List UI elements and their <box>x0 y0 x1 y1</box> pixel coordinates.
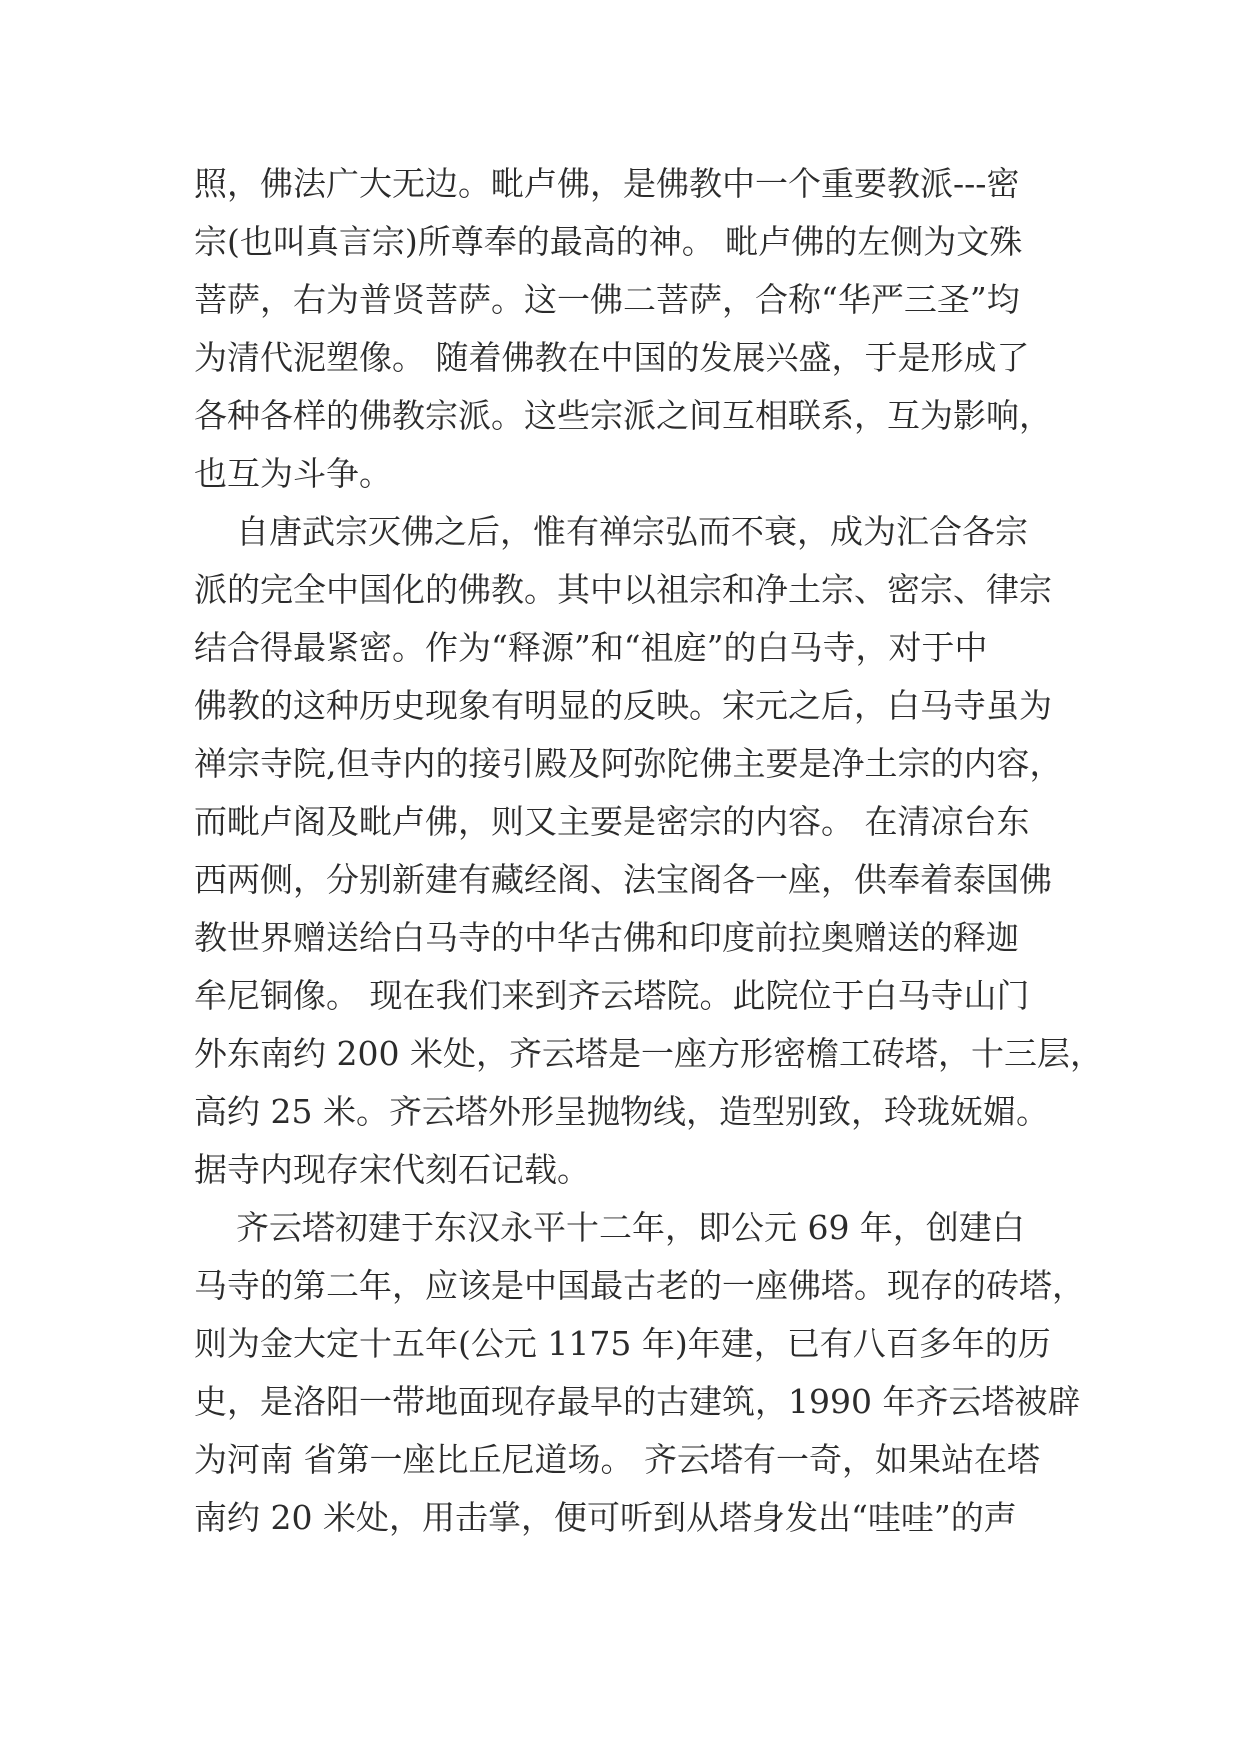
text-line: 而毗卢阁及毗卢佛，则又主要是密宗的内容。 在清凉台东 <box>194 802 1030 841</box>
text-line: 史，是洛阳一带地面现存最早的古建筑，1990 年齐云塔被辟 <box>194 1382 1081 1421</box>
text-line: 为河南 省第一座比丘尼道场。 齐云塔有一奇，如果站在塔 <box>194 1440 1040 1479</box>
text-line: 结合得最紧密。作为“释源”和“祖庭”的白马寺，对于中 <box>194 628 988 667</box>
text-line: 西两侧，分别新建有藏经阁、法宝阁各一座，供奉着泰国佛 <box>194 860 1052 899</box>
text-line: 外东南约 200 米处，齐云塔是一座方形密檐工砖塔，十三层， <box>194 1034 1103 1073</box>
text-line: 教世界赠送给白马寺的中华古佛和印度前拉奥赠送的释迦 <box>194 918 1019 957</box>
text-line: 南约 20 米处，用击掌，便可听到从塔身发出“哇哇”的声 <box>194 1498 1017 1537</box>
text-line: 则为金大定十五年(公元 1175 年)年建，已有八百多年的历 <box>194 1324 1051 1363</box>
text-line: 为清代泥塑像。 随着佛教在中国的发展兴盛，于是形成了 <box>194 338 1030 377</box>
text-line: 据寺内现存宋代刻石记载。 <box>194 1150 590 1189</box>
text-line: 牟尼铜像。 现在我们来到齐云塔院。此院位于白马寺山门 <box>194 976 1030 1015</box>
text-line: 高约 25 米。齐云塔外形呈抛物线，造型别致，玲珑妩媚。 <box>194 1092 1049 1131</box>
text-line: 菩萨，右为普贤菩萨。这一佛二菩萨，合称“华严三圣”均 <box>194 280 1020 319</box>
text-line: 宗(也叫真言宗)所尊奉的最高的神。 毗卢佛的左侧为文殊 <box>194 222 1023 261</box>
text-line: 照，佛法广大无边。毗卢佛，是佛教中一个重要教派---密 <box>194 164 1020 203</box>
text-line: 自唐武宗灭佛之后，惟有禅宗弘而不衰，成为汇合各宗 <box>194 512 1028 551</box>
text-line: 也互为斗争。 <box>194 454 392 493</box>
document-body <box>194 155 1103 1547</box>
text-line: 齐云塔初建于东汉永平十二年，即公元 69 年，创建白 <box>194 1208 1025 1247</box>
text-line: 佛教的这种历史现象有明显的反映。宋元之后，白马寺虽为 <box>194 686 1052 725</box>
text-line: 马寺的第二年，应该是中国最古老的一座佛塔。现存的砖塔， <box>194 1266 1085 1305</box>
text-line: 派的完全中国化的佛教。其中以祖宗和净土宗、密宗、律宗 <box>194 570 1052 609</box>
text-line: 各种各样的佛教宗派。这些宗派之间互相联系，互为影响， <box>194 396 1052 435</box>
text-line: 禅宗寺院,但寺内的接引殿及阿弥陀佛主要是净土宗的内容， <box>194 744 1063 783</box>
